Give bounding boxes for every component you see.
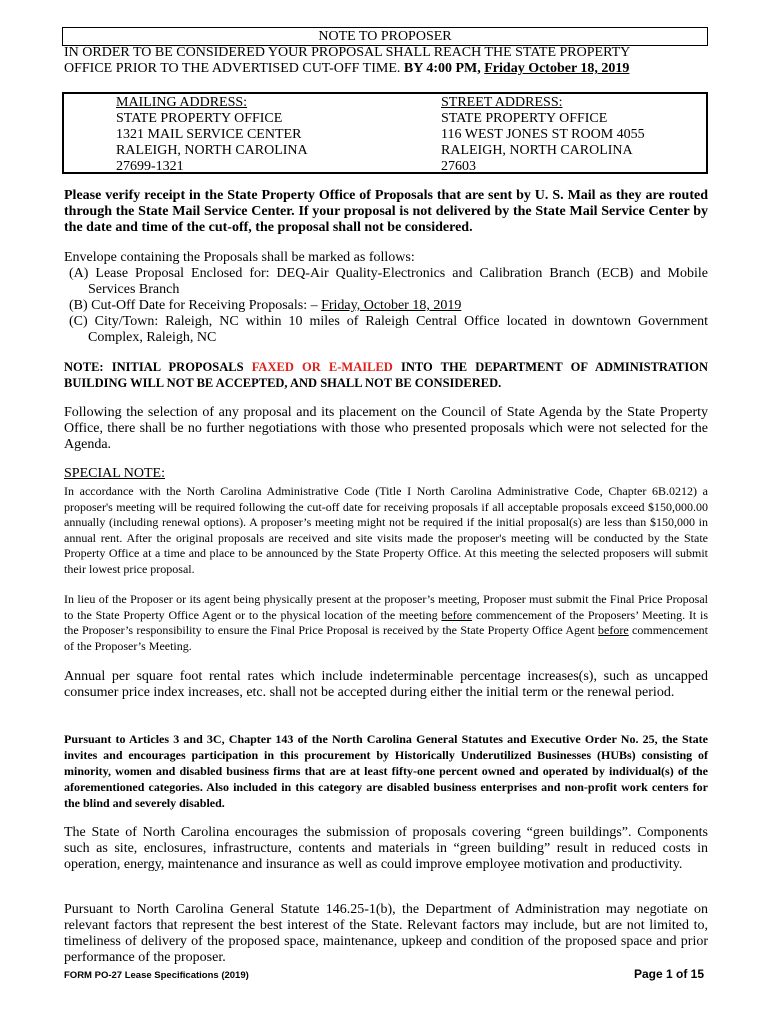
notice-line-2-a: OFFICE PRIOR TO THE ADVERTISED CUT-OFF TIME. bbox=[64, 61, 404, 76]
note-part-a: NOTE: INITIAL PROPOSALS bbox=[64, 360, 252, 374]
special-note-heading: SPECIAL NOTE: bbox=[64, 466, 165, 481]
envelope-item-b bbox=[64, 298, 708, 314]
fax-email-note bbox=[64, 359, 708, 391]
verify-receipt-paragraph: Please verify receipt in the State Property Office of Proposals that are sent by U. S. Mail as they are routed through the State Mail Service Center. If your proposal is not delivered by the State Mail Service Center by the date and time of the cut-off, the proposal shall not be considered. bbox=[64, 188, 708, 235]
special-p2-text: In lieu of the Proposer or its agent being physically present at the proposer’s meeting, Proposer must submit the Final Price Proposal to the State Property Office Agent or to the physical location of the meeting bbox=[64, 592, 708, 622]
notice-heading: NOTE TO PROPOSER bbox=[62, 27, 708, 46]
mailing-address-line: RALEIGH, NORTH CAROLINA bbox=[116, 143, 308, 158]
notice-deadline-time: BY 4:00 PM, bbox=[403, 61, 485, 76]
note-part-c: INTO THE DEPARTMENT OF ADMINISTRATION BUILDING WILL NOT BE ACCEPTED, AND SHALL NOT BE CONSIDERED. bbox=[64, 360, 708, 390]
envelope-item-b-date: Friday, October 18, 2019 bbox=[321, 298, 462, 313]
notice-heading-box bbox=[62, 27, 708, 46]
special-p2-text: commencement of the Proposers’ Meeting. It is the Proposer’s responsibility to ensure the Final Price Proposal is received by the State Property Office Agent bbox=[64, 607, 708, 637]
mailing-address-line: 1321 MAIL SERVICE CENTER bbox=[116, 127, 302, 142]
hub-paragraph: Pursuant to Articles 3 and 3C, Chapter 143 of the North Carolina General Statutes and Executive Order No. 25, the State invites and encourages participation in this procurement by Historically Underutilized Businesses (HUBs) consisting of minority, women and disabled business firms that are at least fifty-one percent owned and operated by individual(s) of the aforementioned categories. Also included in this category are disabled business enterprises and non-profit work centers for the blind and severely disabled. bbox=[64, 732, 708, 810]
envelope-item-c: (C) City/Town: Raleigh, NC within 10 miles of Raleigh Central Office located in downtown Government Complex, Raleigh, NC bbox=[69, 314, 708, 345]
mailing-address-line: STATE PROPERTY OFFICE bbox=[116, 111, 283, 126]
street-address-label: STREET ADDRESS: bbox=[441, 95, 563, 110]
special-note-paragraph-2 bbox=[64, 592, 708, 654]
following-selection-paragraph: Following the selection of any proposal and its placement on the Council of State Agenda by the State Property Office, there shall be no further negotiations with those who presented proposals which were not selected for the Agenda. bbox=[64, 405, 708, 452]
special-p2-before: before bbox=[441, 607, 473, 622]
mailing-address bbox=[116, 95, 308, 175]
notice-deadline-date: Friday October 18, 2019 bbox=[484, 61, 630, 76]
address-box bbox=[62, 92, 708, 174]
envelope-item-a: (A) Lease Proposal Enclosed for: DEQ-Air Quality-Electronics and Calibration Branch (ECB) and Mobile Services Branch bbox=[69, 266, 708, 297]
notice-line-2 bbox=[64, 61, 710, 77]
statute-paragraph: Pursuant to North Carolina General Statute 146.25-1(b), the Department of Administration may negotiate on relevant factors that represent the best interest of the State. Relevant factors may include, but are not limited to, timeliness of delivery of the proposed space, maintenance, upkeep and condition of the proposed space and prior performance of the proposer. bbox=[64, 902, 708, 965]
notice-line-1: IN ORDER TO BE CONSIDERED YOUR PROPOSAL SHALL REACH THE STATE PROPERTY bbox=[64, 45, 631, 60]
envelope-intro: Envelope containing the Proposals shall be marked as follows: bbox=[64, 250, 415, 265]
street-address-line: 27603 bbox=[441, 159, 476, 174]
notice-text bbox=[64, 45, 710, 77]
street-address-line: 116 WEST JONES ST ROOM 4055 bbox=[441, 127, 645, 142]
annual-rental-paragraph: Annual per square foot rental rates which include indeterminable percentage increases(s), such as uncapped consumer price index increases, etc. shall not be accepted during either the initial term or the renewal period. bbox=[64, 669, 708, 700]
envelope-item-b-label: (B) Cut-Off Date for Receiving Proposals: – bbox=[69, 298, 322, 313]
mailing-address-label: MAILING ADDRESS: bbox=[116, 95, 248, 110]
special-p2-before: before bbox=[598, 623, 629, 637]
note-faxed-emailed: FAXED OR E-MAILED bbox=[251, 360, 393, 374]
special-p2-text: commencement of the Proposer’s Meeting. bbox=[64, 623, 708, 653]
green-buildings-paragraph: The State of North Carolina encourages the submission of proposals covering “green buildings”. Components such as site, enclosures, infrastructure, contents and materials in “green building” result in reduced costs in operation, energy, maintenance and insurance as well as could improve employee motivation and productivity. bbox=[64, 825, 708, 872]
page-number: Page 1 of 15 bbox=[633, 967, 704, 981]
special-note-paragraph-1: In accordance with the North Carolina Administrative Code (Title I North Carolina Administrative Code, Chapter 6B.0212) a proposer's meeting will be required following the cut-off date for receiving proposals if all acceptable proposals exceed $150,000.00 annually (including renewal options). A proposer’s meeting might not be required if the initial proposal(s) are less than $150,000 in annual rent. After the original proposals are received and site visits made the proposer's meeting will be conducted by the State Property Office at a time and place to be announced by the State Property Office. At this meeting the selected proposers will submit their lowest price proposal. bbox=[64, 484, 708, 576]
form-id: FORM PO-27 Lease Specifications (2019) bbox=[64, 970, 249, 981]
mailing-address-line: 27699-1321 bbox=[116, 159, 184, 174]
street-address-line: RALEIGH, NORTH CAROLINA bbox=[441, 143, 633, 158]
street-address bbox=[441, 95, 645, 175]
envelope-instructions bbox=[64, 250, 708, 346]
street-address-line: STATE PROPERTY OFFICE bbox=[441, 111, 608, 126]
